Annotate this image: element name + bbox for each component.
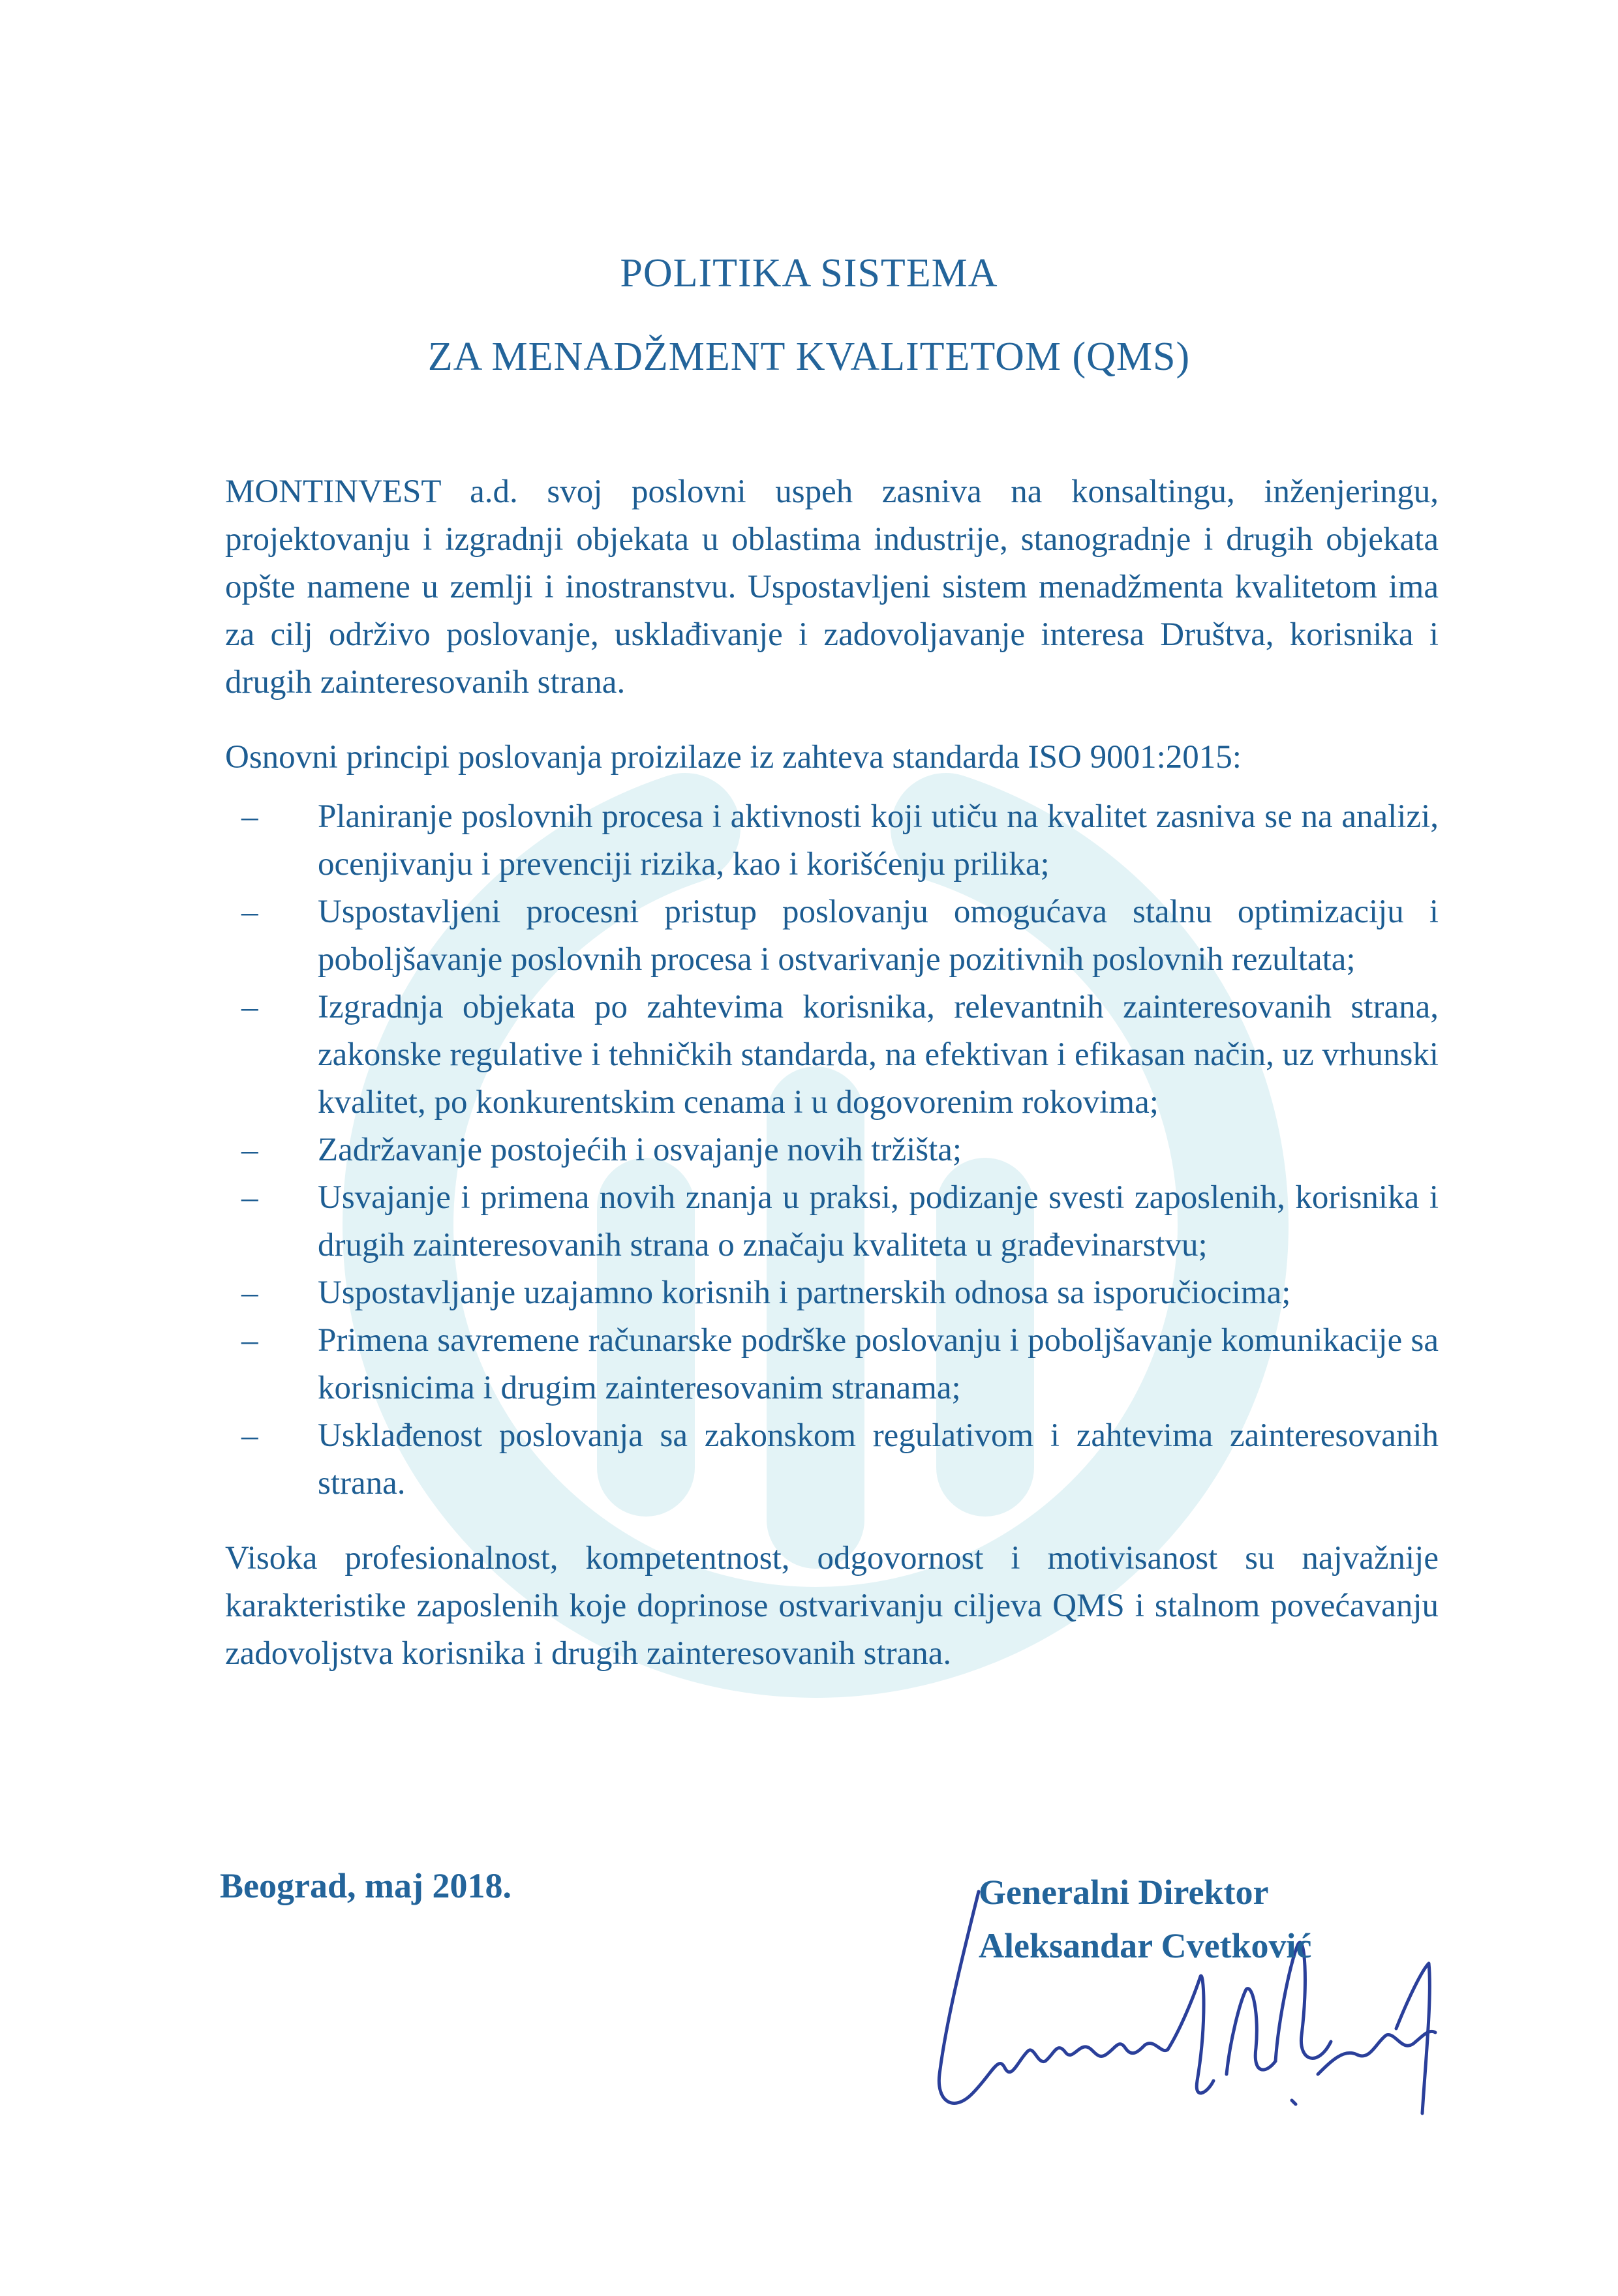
list-item: [225, 1317, 1439, 1412]
intro-paragraph: MONTINVEST a.d. svoj poslovni uspeh zasniva na konsaltingu, inženjeringu, projektovanju i izgradnji objekata u oblastima industrije, stanogradnje i drugih objekata opšte namene u zemlji i inostranstvu. Uspostavljeni sistem menadžmenta kvalitetom ima za cilj održivo poslovanje, usklađivanje i zadovoljavanje interesa Društva, korisnika i drugih zainteresovanih strana.: [225, 474, 1439, 701]
list-item-text: Zadržavanje postojećih i osvajanje novih tržišta;: [318, 1132, 962, 1168]
list-item-text: Uspostavljeni procesni pristup poslovanju omogućava stalnu optimizaciju i poboljšavanje poslovnih procesa i ostvarivanje pozitivnih poslovnih rezultata;: [318, 894, 1439, 978]
principles-intro: Osnovni principi poslovanja proizilaze iz zahteva standarda ISO 9001:2015:: [225, 739, 1242, 776]
list-item: [225, 1269, 1439, 1317]
place-date: Beograd, maj 2018.: [220, 1866, 511, 1905]
list-item-text: Usvajanje i primena novih znanja u praksi, podizanje svesti zaposlenih, korisnika i drugih zainteresovanih strana o značaju kvaliteta u građevinarstvu;: [318, 1179, 1439, 1263]
bullet-dash: –: [241, 1275, 258, 1311]
document-title: [0, 232, 1618, 399]
list-item: [225, 1174, 1439, 1269]
bullet-dash: –: [241, 1417, 258, 1454]
list-item-text: Planiranje poslovnih procesa i aktivnosti koji utiču na kvalitet zasniva se na analizi, ocenjivanju i prevenciji rizika, kao i korišćenju prilika;: [318, 798, 1439, 883]
bullet-dash: –: [241, 894, 258, 930]
bullet-dash: –: [241, 989, 258, 1025]
list-item: [225, 888, 1439, 984]
title-line-2: ZA MENADŽMENT KVALITETOM (QMS): [427, 335, 1191, 379]
signatory-role: Generalni Direktor: [979, 1873, 1269, 1912]
bullet-dash: –: [241, 798, 258, 835]
list-item-text: Uspostavljanje uzajamno korisnih i partnerskih odnosa sa isporučiocima;: [318, 1275, 1291, 1311]
list-item-text: Primena savremene računarske podrške poslovanju i poboljšavanje komunikacije sa korisnicima i drugim zainteresovanim stranama;: [318, 1322, 1439, 1406]
principles-list: [225, 793, 1439, 1507]
title-line-1: POLITIKA SISTEMA: [620, 251, 998, 295]
bullet-dash: –: [241, 1179, 258, 1216]
signatory-name: Aleksandar Cvetković: [979, 1926, 1312, 1965]
signature-block: [979, 1865, 1312, 1972]
bullet-dash: –: [241, 1132, 258, 1168]
list-item-text: Izgradnja objekata po zahtevima korisnika, relevantnih zainteresovanih strana, zakonske regulative i tehničkih standarda, na efektivan i efikasan način, uz vrhunski kvalitet, po konkurentskim cenama i u dogovorenim rokovima;: [318, 989, 1439, 1121]
list-item: [225, 1126, 1439, 1174]
list-item-text: Usklađenost poslovanja sa zakonskom regulativom i zahtevima zainteresovanih strana.: [318, 1417, 1439, 1502]
list-item: [225, 1412, 1439, 1507]
list-item: [225, 793, 1439, 888]
bullet-dash: –: [241, 1322, 258, 1359]
document-body: [225, 468, 1439, 1678]
closing-paragraph: Visoka profesionalnost, kompetentnost, odgovornost i motivisanost su najvažnije karakteristike zaposlenih koje doprinose ostvarivanju ciljeva QMS i stalnom povećavanju zadovoljstva korisnika i drugih zainteresovanih strana.: [225, 1540, 1439, 1672]
list-item: [225, 984, 1439, 1126]
